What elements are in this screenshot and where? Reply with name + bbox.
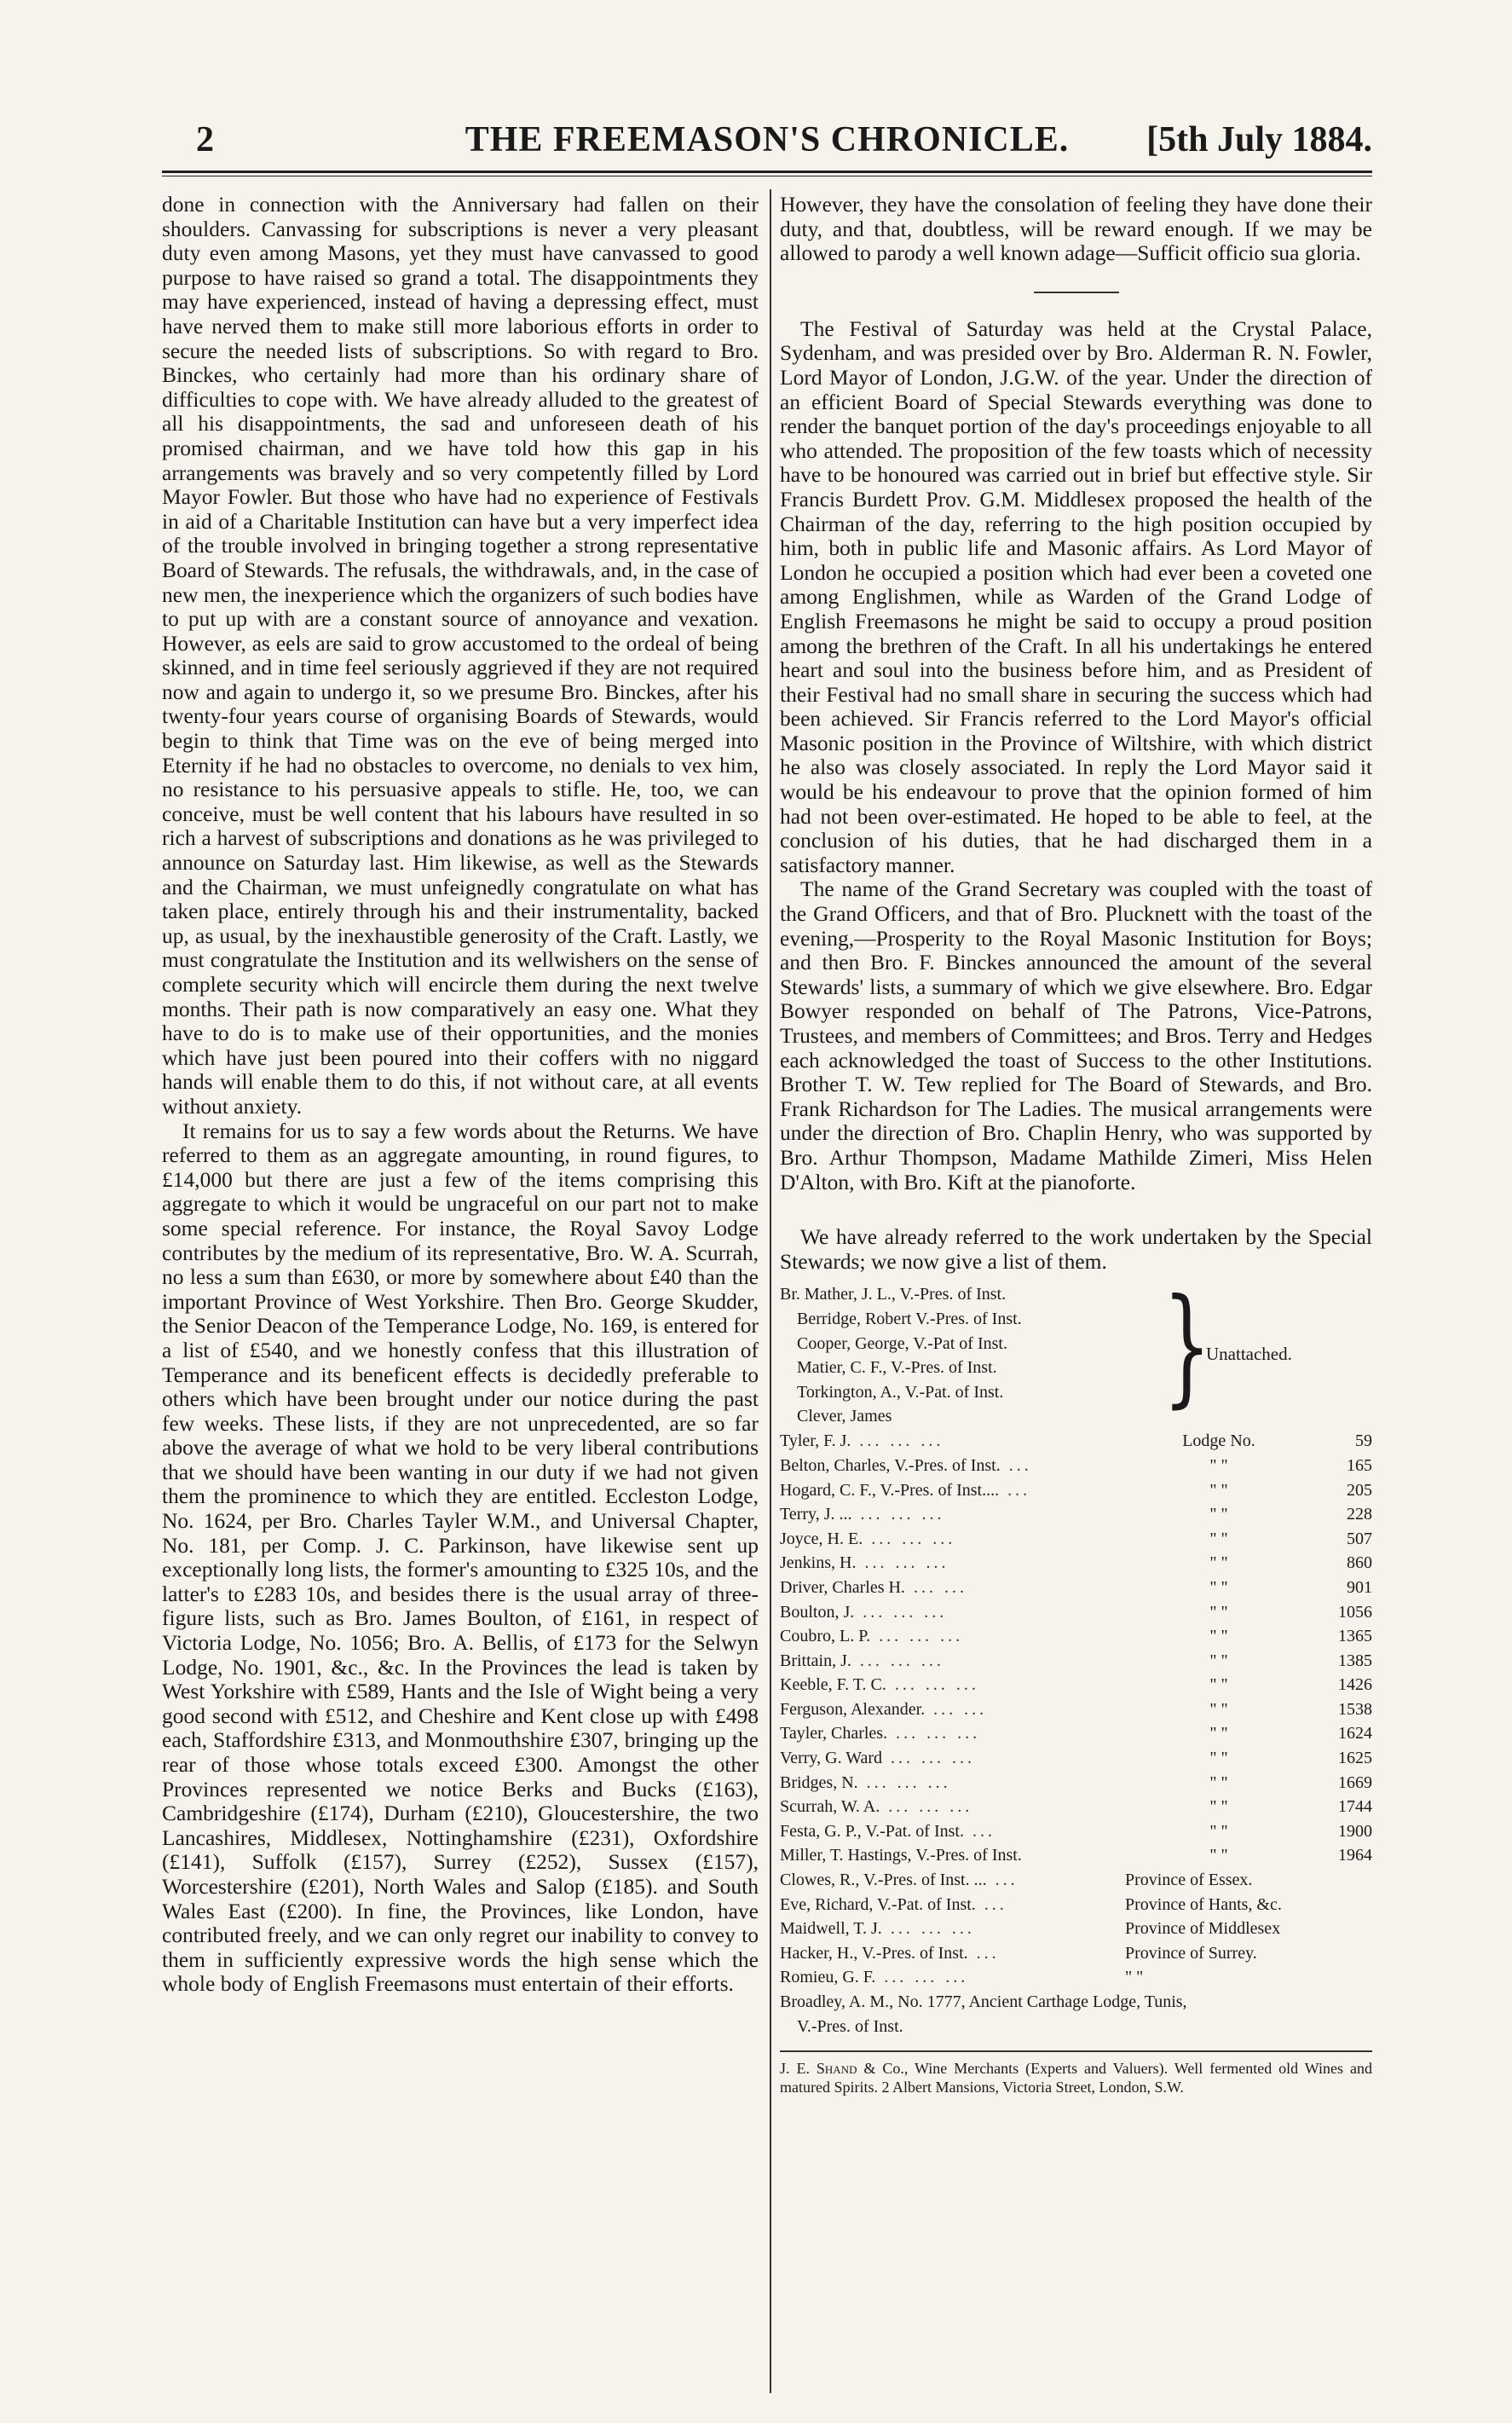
steward-row	[780, 1576, 1372, 1600]
lodge-number: 205	[1347, 1480, 1372, 1500]
column-divider	[770, 189, 771, 2393]
steward-province: " "	[1125, 1968, 1144, 1987]
steward-name: Brittain, J.	[780, 1651, 851, 1670]
steward-name: Broadley, A. M., No. 1777, Ancient Carthage Lodge, Tunis,	[780, 1992, 1187, 2011]
issue-date: [5th July 1884.	[1146, 120, 1372, 159]
steward-name: Festa, G. P., V.-Pat. of Inst.	[780, 1821, 964, 1841]
steward-name: Clowes, R., V.-Pres. of Inst. ...	[780, 1871, 987, 1890]
steward-lodge	[1142, 1624, 1372, 1649]
lodge-number: 1624	[1338, 1724, 1372, 1744]
steward-row	[780, 1502, 1372, 1527]
lodge-number: 1744	[1338, 1797, 1372, 1817]
steward-row	[780, 1965, 1372, 1990]
stewards-intro: We have already referred to the work undertaken by the Special Stewards; we now give a list of them.	[780, 1224, 1372, 1274]
brace-glyph: }	[1163, 1272, 1212, 1421]
steward-row	[780, 1429, 1372, 1454]
steward-name: Boulton, J.	[780, 1602, 855, 1622]
footer-rule	[780, 2050, 1372, 2052]
leader-dots: ... ... ...	[864, 1553, 949, 1573]
lodge-label: " "	[1209, 1577, 1228, 1597]
lodge-label: " "	[1209, 1724, 1228, 1744]
lodge-label: " "	[1209, 1821, 1228, 1841]
left-paragraph-2: It remains for us to say a few words about the Returns. We have referred to them as an aggregate amounting, in round figures, to £14,000 but there are just a few of the items comprising this aggregate to which it would be ungraceful on our part not to make some special reference. For instance, the Royal Savoy Lodge contributes by the medium of its representative, Bro. W. A. Scurrah, no less a sum than £630, or more by somewhere about £40 than the important Province of West Yorkshire. Then Bro. George Skudder, the Senior Deacon of the Temperance Lodge, No. 169, is entered for a list of £540, and we honestly confess that this illustration of Temperance and its beneficent effects is decidedly preferable to others which have been brought under our notice during the past few weeks. These lists, if they are not unprecedented, are so far above the average of what we hold to be very liberal contributions that we should have been wanting in our duty if we had not given them the prominence to which they are entitled. Eccleston Lodge, No. 1624, per Bro. Charles Tayler W.M., and Universal Chapter, No. 181, per Comp. J. C. Parkinson, have likewise sent up exceptionally long lists, the former's amounting to £325 10s, and the latter's to £283 10s, and besides there is the usual array of three-figure lists, such as Bro. James Boulton, of £161, in respect of Victoria Lodge, No. 1056; Bro. A. Bellis, of £173 for the Selwyn Lodge, No. 1901, &c., &c. In the Provinces the lead is taken by West Yorkshire with £589, Hants and the Isle of Wight being a very good second with £512, and Cheshire and Kent close up with £498 each, Staffordshire £313, and Monmouthshire £307, bringing up the rear of those whose totals exceed £300. Amongst the other Provinces represented we notice Berks and Bucks (£163), Cambridgeshire (£174), Durham (£210), Gloucestershire, the two Lancashires, Middlesex, Nottinghamshire (£231), Oxfordshire (£141), Suffolk (£157), Surrey (£252), Sussex (£157), Worcestershire (£201), North Wales and Salop (£185). and South Wales East (£200). In fine, the Provinces, like London, have contributed freely, and we can only regret our inability to convey to them in sufficiently expressive words the high sense which the whole body of English Freemasons must entertain of their efforts.	[162, 1118, 759, 1997]
lodge-label: " "	[1209, 1529, 1228, 1548]
steward-lodge	[1142, 1527, 1372, 1552]
steward-lodge	[1142, 1454, 1372, 1478]
leader-dots: ... ... ...	[890, 1919, 975, 1939]
right-column	[780, 193, 1372, 2096]
steward-lodge	[1142, 1649, 1372, 1674]
lodge-label: " "	[1209, 1505, 1228, 1524]
leader-dots: ... ... ...	[884, 1968, 969, 1987]
unattached-name: Clever, James	[797, 1407, 892, 1426]
unattached-name: Cooper, George, V.-Pat of Inst.	[797, 1333, 1007, 1353]
lodge-label: " "	[1209, 1699, 1228, 1719]
steward-name: Romieu, G. F.	[780, 1968, 876, 1987]
steward-name: Eve, Richard, V.-Pat. of Inst.	[780, 1894, 976, 1914]
steward-lodge	[1142, 1429, 1372, 1454]
steward-name: Maidwell, T. J.	[780, 1919, 882, 1939]
lodge-number: 901	[1347, 1577, 1372, 1597]
steward-row	[780, 1721, 1372, 1746]
steward-lodge	[1142, 1551, 1372, 1576]
steward-lodge	[1142, 1600, 1372, 1625]
lodge-label: " "	[1209, 1749, 1228, 1768]
steward-lodge	[1142, 1502, 1372, 1527]
newspaper-title: THE FREEMASON'S CHRONICLE.	[465, 120, 1070, 159]
consolation-paragraph: However, they have the consolation of feeling they have done their duty, and that, doubtless, will be reward enough. If we may be allowed to parody a well known adage—Sufficit officio sua gloria.	[780, 192, 1372, 266]
steward-name: Terry, J. ...	[780, 1505, 852, 1524]
steward-name: Miller, T. Hastings, V.-Pres. of Inst.	[780, 1846, 1022, 1865]
steward-name: Verry, G. Ward	[780, 1749, 883, 1768]
lodge-number: 1426	[1338, 1675, 1372, 1695]
steward-lodge	[1142, 1673, 1372, 1697]
steward-province: Province of Hants, &c.	[1125, 1894, 1282, 1914]
section-divider	[1034, 292, 1119, 293]
steward-name: Keeble, F. T. C.	[780, 1675, 886, 1695]
header-rule	[162, 171, 1372, 173]
steward-name: Scurrah, W. A.	[780, 1797, 880, 1817]
steward-name: Driver, Charles H.	[780, 1577, 905, 1597]
left-paragraph-1: done in connection with the Anniversary had fallen on their shoulders. Canvassing for subscriptions is never a very pleasant duty even among Masons, yet they must have canvassed to good purpose to have raised so grand a total. The disappointments they may have experienced, instead of having a depressing effect, must have nerved them to make still more laborious efforts in order to secure the needed lists of subscriptions. So with regard to Bro. Binckes, who certainly had more than his ordinary share of difficulties to cope with. We have already alluded to the greatest of all his disappointments, the sad and unforeseen death of his promised chairman, and we have told how this gap in his arrangements was bravely and so very competently filled by Lord Mayor Fowler. But those who have had no experience of Festivals in aid of a Charitable Institution can have but a very imperfect idea of the trouble involved in bringing together a strong representative Board of Stewards. The refusals, the withdrawals, and, in the case of new men, the inexperience which the organizers of such bodies have to put up with are a constant source of annoyance and vexation. However, as eels are said to grow accustomed to the ordeal of being skinned, and in time feel seriously aggrieved if they are not required now and again to undergo it, so we presume Bro. Binckes, after his twenty-four years course of organising Boards of Stewards, would begin to think that Time was on the eve of being merged into Eternity if he had no obstacles to overcome, no denials to vex him, no resistance to his persuasive appeals to stifle. He, too, we can conceive, must be well content that his labours have resulted in so rich a harvest of subscriptions and donations as he was privileged to announce on Saturday last. Him likewise, as well as the Stewards and the Chairman, we must unfeignedly congratulate on what has taken place, entirely through his and their instrumentality, backed up, as usual, by the inexhaustible generosity of the Craft. Lastly, we must congratulate the Institution and its wellwishers on the sense of complete security which will encircle them during the next twelve months. Their path is now comparatively an easy one. What they have to do is to make use of their opportunities, and the monies which have just been poured into their coffers with no niggard hands will enable them to do this, if not without care, at all events without anxiety.	[162, 192, 759, 1119]
steward-name: Jenkins, H.	[780, 1553, 857, 1573]
steward-name: Joyce, H. E.	[780, 1529, 863, 1548]
lodge-number: 507	[1347, 1529, 1372, 1548]
steward-row	[780, 1454, 1372, 1478]
leader-dots: ... ... ...	[863, 1602, 948, 1622]
steward-row	[780, 1868, 1372, 1893]
lodge-number: 1669	[1338, 1772, 1372, 1792]
lodge-label: " "	[1209, 1797, 1228, 1817]
lodge-number: 59	[1355, 1431, 1372, 1451]
leader-dots: ... ... ...	[891, 1749, 976, 1768]
steward-name: Belton, Charles, V.-Pres. of Inst.	[780, 1455, 1001, 1475]
steward-name: Bridges, N.	[780, 1772, 858, 1792]
leader-dots: ... ... ...	[871, 1529, 956, 1548]
steward-lodge	[1142, 1795, 1372, 1819]
unattached-name: Matier, C. F., V.-Pres. of Inst.	[797, 1358, 997, 1378]
steward-row	[780, 1771, 1372, 1796]
leader-dots: ...	[995, 1871, 1019, 1890]
steward-lodge	[1142, 1721, 1372, 1746]
lodge-number: 1538	[1338, 1699, 1372, 1719]
unattached-group	[780, 1272, 1372, 1429]
steward-province: Province of Middlesex	[1125, 1919, 1281, 1939]
lodge-label: " "	[1209, 1846, 1228, 1865]
unattached-label: Unattached.	[1206, 1344, 1292, 1365]
leader-dots: ... ... ...	[896, 1724, 981, 1744]
steward-row	[780, 1551, 1372, 1576]
lodge-label: " "	[1209, 1627, 1228, 1646]
festival-paragraph-1: The Festival of Saturday was held at the Crystal Palace, Sydenham, and was presided over by Bro. Alderman R. N. Fowler, Lord Mayor of London, J.G.W. of the year. Under the direction of an efficient Board of Special Stewards everything was done to render the banquet portion of the day's proceedings enjoyable to all who attended. The proposition of the few toasts which of necessity have to be honoured was carried out in brief but effective style. Sir Francis Burdett Prov. G.M. Middlesex proposed the health of the Chairman of the day, referring to the high position occupied by him, both in public life and Masonic affairs. As Lord Mayor of London he occupied a position which had ever been a coveted one among Englishmen, while as Warden of the Grand Lodge of English Freemasons he might be said to occupy a proud position among the brethren of the Craft. In all his undertakings he entered heart and soul into the business before him, and as President of their Festival had no small share in securing the success which had been achieved. Sir Francis referred to the Lord Mayor's official Masonic position in the Province of Wiltshire, with which district he also was closely associated. In reply the Lord Mayor said it would be his endeavour to prove that the opinion formed of him had not been over-estimated. He hoped to be able to feel, at the conclusion of his duties, that he had discharged them in a satisfactory manner.	[780, 315, 1372, 877]
leader-dots: ...	[1008, 1455, 1032, 1475]
lodge-number: 1625	[1338, 1749, 1372, 1768]
leader-dots: ... ...	[913, 1577, 967, 1597]
leader-dots: ...	[976, 1943, 1000, 1963]
lodge-label: " "	[1209, 1480, 1228, 1500]
steward-row	[780, 1649, 1372, 1674]
lodge-number: 165	[1347, 1455, 1372, 1475]
steward-row	[780, 1527, 1372, 1552]
leader-dots: ...	[984, 1894, 1007, 1914]
leader-dots: ...	[972, 1821, 995, 1841]
advertisement-text: & Co., Wine Merchants (Experts and Valuers). Well fermented old Wines and matured Spirits. 2 Albert Mansions, Victoria Street, London, S.W.	[780, 2060, 1372, 2096]
advertisement	[780, 2059, 1372, 2096]
leader-dots: ... ... ...	[879, 1627, 964, 1646]
advertiser-name: J. E. Shand	[780, 2060, 857, 2078]
steward-lodge	[1142, 1478, 1372, 1503]
lodge-stewards	[780, 1429, 1372, 1990]
lodge-number: 1056	[1338, 1602, 1372, 1622]
steward-row	[780, 1746, 1372, 1771]
leader-dots: ... ... ...	[860, 1505, 945, 1524]
section-gap	[780, 1194, 1372, 1225]
unattached-name: Berridge, Robert V.-Pres. of Inst.	[797, 1309, 1022, 1328]
stewards-list	[780, 1272, 1372, 2038]
leader-dots: ... ... ...	[888, 1797, 973, 1817]
steward-row	[780, 1819, 1372, 1844]
lodge-label: " "	[1209, 1675, 1228, 1695]
steward-row	[780, 1990, 1372, 2015]
leader-dots: ... ... ...	[894, 1675, 979, 1695]
steward-row	[780, 1478, 1372, 1503]
steward-name: Coubro, L. P.	[780, 1627, 871, 1646]
leader-dots: ...	[1007, 1480, 1031, 1500]
lodge-label: " "	[1209, 1651, 1228, 1670]
steward-lodge	[1142, 1771, 1372, 1796]
page-number: 2	[196, 120, 214, 159]
leader-dots: ... ... ...	[859, 1651, 944, 1670]
steward-row	[780, 1893, 1372, 1917]
steward-row	[780, 1917, 1372, 1941]
steward-row	[780, 1673, 1372, 1697]
steward-lodge	[1142, 1576, 1372, 1600]
steward-province: Province of Essex.	[1125, 1871, 1253, 1890]
unattached-name: Br. Mather, J. L., V.-Pres. of Inst.	[780, 1285, 1007, 1304]
leader-dots: ... ... ...	[859, 1431, 944, 1451]
leader-dots: ... ...	[933, 1699, 988, 1719]
steward-name: Tayler, Charles.	[780, 1724, 888, 1744]
steward-name: Hacker, H., V.-Pres. of Inst.	[780, 1943, 968, 1963]
lodge-number: 228	[1347, 1505, 1372, 1524]
steward-name: Tyler, F. J.	[780, 1431, 851, 1451]
lodge-number: 1964	[1338, 1846, 1372, 1865]
lodge-number: 1365	[1338, 1627, 1372, 1646]
lodge-number: 1900	[1338, 1821, 1372, 1841]
steward-row	[780, 1624, 1372, 1649]
steward-row	[780, 1697, 1372, 1722]
steward-name: Ferguson, Alexander.	[780, 1699, 926, 1719]
lodge-label: " "	[1209, 1602, 1228, 1622]
lodge-label: " "	[1209, 1455, 1228, 1475]
lodge-number: 860	[1347, 1553, 1372, 1573]
lodge-number: 1385	[1338, 1651, 1372, 1670]
steward-province: Province of Surrey.	[1125, 1943, 1257, 1963]
festival-paragraph-2: The name of the Grand Secretary was coupled with the toast of the Grand Officers, and that of Bro. Plucknett with the toast of the evening,—Prosperity to the Royal Masonic Institution for Boys; and then Bro. F. Binckes announced the amount of the several Stewards' lists, a summary of which we give elsewhere. Bro. Edgar Bowyer responded on behalf of The Patrons, Vice-Patrons, Trustees, and members of Committees; and Bros. Terry and Hedges each acknowledged the toast of Success to the other Institutions. Brother T. W. Tew replied for The Board of Stewards, and Bro. Frank Richardson for The Ladies. The musical arrangements were under the direction of Bro. Chaplin Henry, who was supported by Bro. Arthur Thompson, Madame Mathilde Zimeri, Miss Helen D'Alton, with Bro. Kift at the pianoforte.	[780, 876, 1372, 1194]
lodge-label: " "	[1209, 1553, 1228, 1573]
page-header	[162, 119, 1372, 167]
steward-row	[780, 1600, 1372, 1625]
steward-row	[780, 1795, 1372, 1819]
left-column	[162, 193, 759, 1997]
steward-row	[780, 1843, 1372, 1868]
lodge-label: Lodge No.	[1182, 1431, 1255, 1451]
leader-dots: ... ... ...	[866, 1772, 951, 1792]
lodge-label: " "	[1209, 1772, 1228, 1792]
steward-row	[780, 1941, 1372, 1966]
unattached-name: Torkington, A., V.-Pat. of Inst.	[797, 1382, 1004, 1402]
steward-name: Hogard, C. F., V.-Pres. of Inst....	[780, 1480, 1000, 1500]
steward-lodge	[1142, 1819, 1372, 1844]
steward-continuation: V.-Pres. of Inst.	[797, 2016, 903, 2036]
steward-lodge	[1142, 1697, 1372, 1722]
steward-lodge	[1142, 1746, 1372, 1771]
steward-lodge	[1142, 1843, 1372, 1868]
